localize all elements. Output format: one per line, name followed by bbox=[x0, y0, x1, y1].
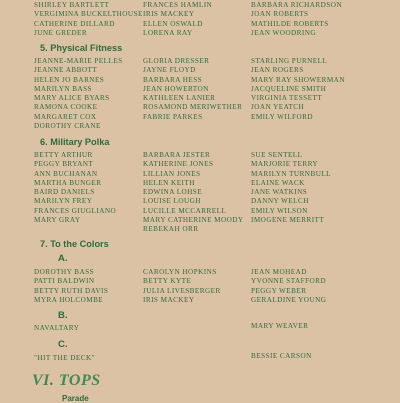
list-item: LORENA RAY bbox=[143, 28, 193, 37]
list-item: CAROLYN HOPKINS bbox=[143, 268, 217, 276]
list-item: JUNE GREDER bbox=[34, 28, 88, 37]
group-a-letter: A. bbox=[58, 253, 68, 264]
list-item: MARILYN FREY bbox=[34, 197, 93, 206]
list-item: IRIS MACKEY bbox=[143, 295, 195, 304]
list-item: ELLEN OSWALD bbox=[143, 19, 203, 28]
list-item: STARLING PURNELL bbox=[251, 57, 328, 65]
list-item: PEGGY BRYANT bbox=[34, 160, 94, 169]
top-col-2 bbox=[143, 1, 263, 38]
group-c-letter: C. bbox=[58, 339, 68, 350]
group-a-col-2 bbox=[143, 268, 263, 305]
list-item: DOROTHY BASS bbox=[34, 268, 95, 276]
list-item: DANNY WELCH bbox=[251, 197, 309, 206]
section-7-heading: 7. To the Colors bbox=[40, 239, 109, 249]
list-item: ROSAMOND MERIWETHER bbox=[143, 103, 243, 112]
list-item: KATHERINE JONES bbox=[143, 160, 214, 169]
list-item: MARILYN BASS bbox=[34, 84, 92, 93]
list-item: FRANCES HAMLIN bbox=[143, 1, 213, 9]
list-item: YVONNE STAFFORD bbox=[251, 277, 327, 286]
list-item: LUCILLE MCCARRELL bbox=[143, 206, 227, 215]
list-item: VIRGINIA TESSETT bbox=[251, 94, 323, 103]
list-item: JAYNE FLOYD bbox=[143, 66, 196, 75]
list-item: BAIRD DANIELS bbox=[34, 188, 95, 197]
section-6-col-2 bbox=[143, 151, 263, 235]
list-item: VERGIMINA BUCKELTHOUSE bbox=[34, 10, 143, 19]
section-6-col-3 bbox=[251, 151, 371, 225]
list-item: EMILY WILFORD bbox=[251, 112, 314, 121]
section-5-heading: 5. Physical Fitness bbox=[40, 43, 123, 53]
top-col-1 bbox=[34, 1, 154, 38]
group-b-letter: B. bbox=[58, 310, 68, 321]
list-item: REBEKAH ORR bbox=[143, 225, 199, 234]
list-item: MARILYN TURNBULL bbox=[251, 169, 332, 178]
list-item: BETTY RUTH DAVIS bbox=[34, 286, 109, 295]
list-item: JEAN HOWERTON bbox=[143, 84, 209, 93]
list-item: BARBARA JESTER bbox=[143, 151, 211, 159]
list-item: FRANCES GIUGLIANO bbox=[34, 206, 117, 215]
group-c-right: BESSIE CARSON bbox=[251, 352, 312, 360]
list-item: PATTI BALDWIN bbox=[34, 277, 95, 286]
list-item: GERALDINE YOUNG bbox=[251, 295, 327, 304]
list-item: BARBARA RICHARDSON bbox=[251, 1, 342, 9]
list-item: HELEN KEITH bbox=[143, 178, 195, 187]
section-vi-heading: VI. TOPS bbox=[32, 372, 101, 389]
list-item: JEAN WOODRING bbox=[251, 28, 317, 37]
group-a-col-3 bbox=[251, 268, 371, 305]
list-item: SUE SENTELL bbox=[251, 151, 303, 159]
list-item: MYRA HOLCOMBE bbox=[34, 295, 104, 304]
list-item: KATHLEEN LANIER bbox=[143, 94, 216, 103]
group-b-right: MARY WEAVER bbox=[251, 322, 309, 330]
list-item: ANN BUCHANAN bbox=[34, 169, 98, 178]
list-item: CATHERINE DILLARD bbox=[34, 19, 115, 28]
list-item: MARY RAY SHOWERMAN bbox=[251, 75, 345, 84]
list-item: LILLIAN JONES bbox=[143, 169, 201, 178]
list-item: ELAINE WACK bbox=[251, 178, 305, 187]
list-item: RAMONA COOKE bbox=[34, 103, 98, 112]
list-item: MARY GRAY bbox=[34, 216, 81, 225]
list-item: FABRIE PARKES bbox=[143, 112, 203, 121]
list-item: MARY CATHERINE MOODY bbox=[143, 216, 244, 225]
section-5-col-3 bbox=[251, 57, 371, 122]
list-item: MARY ALICE BYARS bbox=[34, 94, 110, 103]
section-6-col-1 bbox=[34, 151, 154, 225]
list-item: JANE WATKINS bbox=[251, 188, 308, 197]
section-vi-partial-text: Parade bbox=[62, 394, 89, 403]
list-item: LOUISE LOUGH bbox=[143, 197, 201, 206]
list-item: JULIA LIVESBERGER bbox=[143, 286, 221, 295]
group-c-left: "HIT THE DECK" bbox=[34, 354, 96, 362]
list-item: BARBARA HESS bbox=[143, 75, 203, 84]
list-item: JEAN MOHEAD bbox=[251, 268, 307, 276]
list-item: MARTHA BUNGER bbox=[34, 178, 102, 187]
list-item: SHIRLEY BARTLETT bbox=[34, 1, 110, 9]
section-6-heading: 6. Military Polka bbox=[40, 137, 110, 147]
list-item: PEGGY WEBER bbox=[251, 286, 307, 295]
list-item: JOAN YEATCH bbox=[251, 103, 305, 112]
list-item: JEANNE ABBOTT bbox=[34, 66, 98, 75]
section-5-col-2 bbox=[143, 57, 263, 122]
list-item: JEAN ROGERS bbox=[251, 66, 304, 75]
list-item: HELEN JO BARNES bbox=[34, 75, 105, 84]
list-item: JOAN ROBERTS bbox=[251, 10, 309, 19]
list-item: BETTY KYTE bbox=[143, 277, 192, 286]
section-5-col-1 bbox=[34, 57, 154, 131]
list-item: EDWINA LOHSE bbox=[143, 188, 203, 197]
list-item: MARGARET COX bbox=[34, 112, 97, 121]
top-col-3 bbox=[251, 1, 371, 38]
list-item: BETTY ARTHUR bbox=[34, 151, 93, 159]
group-b-left: NAVALTARY bbox=[34, 324, 80, 332]
list-item: MARJORIE TERRY bbox=[251, 160, 319, 169]
list-item: MATHILDE ROBERTS bbox=[251, 19, 329, 28]
group-a-col-1 bbox=[34, 268, 154, 305]
list-item: EMILY WILSON bbox=[251, 206, 308, 215]
list-item: IRIS MACKEY bbox=[143, 10, 195, 19]
list-item: JEANNE-MARIE PELLES bbox=[34, 57, 123, 65]
list-item: DOROTHY CRANE bbox=[34, 122, 101, 131]
list-item: IMOGENE MERRITT bbox=[251, 216, 325, 225]
list-item: GLORIA DRESSER bbox=[143, 57, 210, 65]
list-item: JACQUELINE SMITH bbox=[251, 84, 327, 93]
